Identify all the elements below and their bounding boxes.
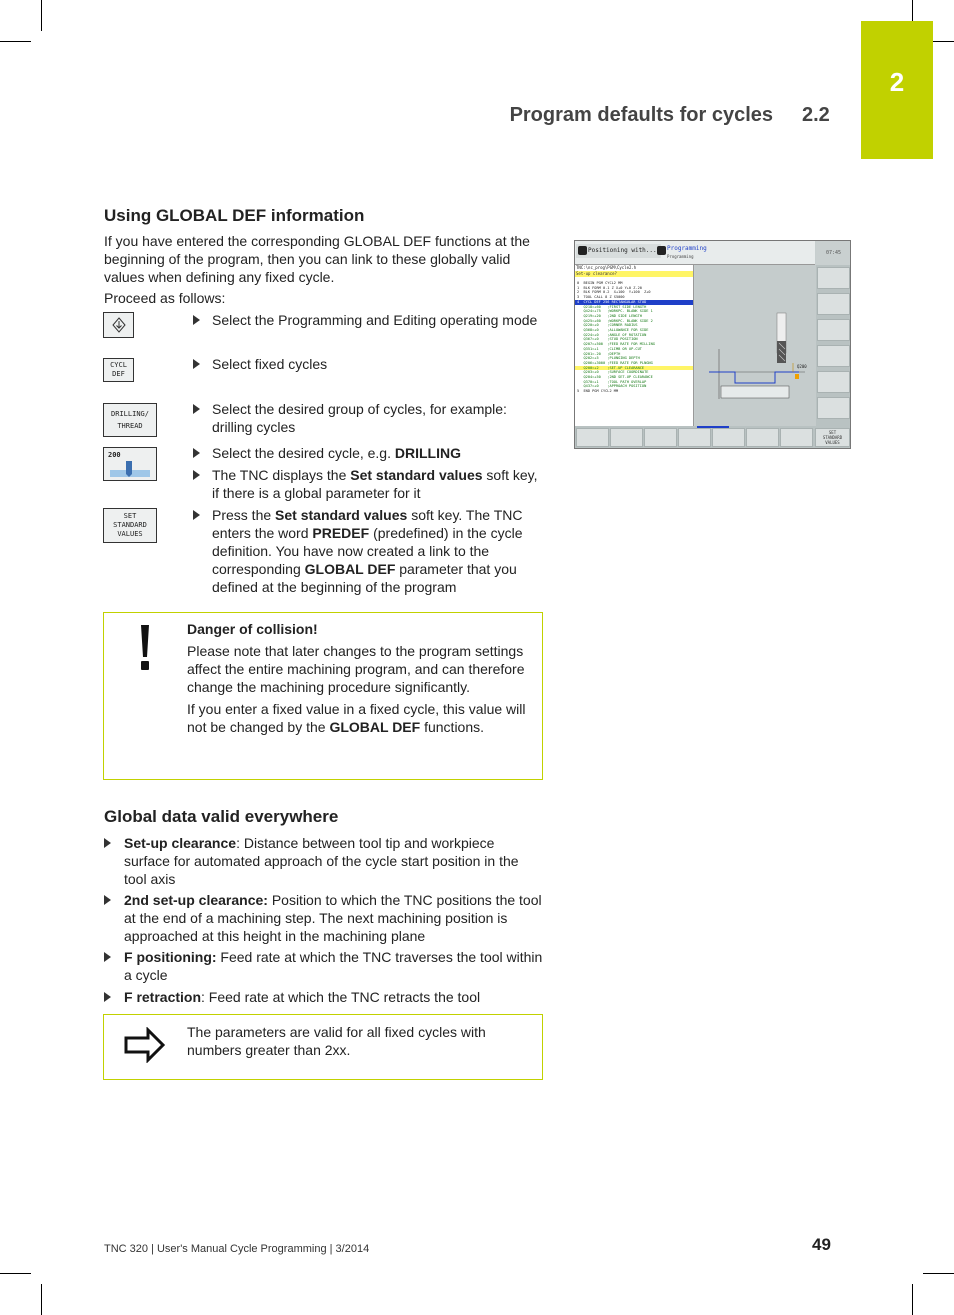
vertical-softkey <box>817 345 850 367</box>
program-line: Q219=+20 ;2ND SIDE LENGTH <box>577 313 642 318</box>
mode-programming: Programming Programming <box>655 244 707 258</box>
warning-title: Danger of collision! <box>187 621 318 637</box>
running-header-title: Program defaults for cycles <box>509 104 773 126</box>
program-line-selected: 4 CYCL DEF 256 RECTANGULAR STUD <box>575 300 693 305</box>
cycle-help-illustration <box>695 265 816 426</box>
horizontal-softkey-bar <box>575 426 851 449</box>
bullet-2nd-setup-clearance: 2nd set-up clearance: Position to which the TNC positions the tool at the end of a machining step. The next machining position is approached at this height in the machining plane <box>104 891 544 945</box>
step-press-set-standard-values: Press the Set standard values soft key. The TNC enters the word PREDEF (predefined) in the cycle definition. You have now created a link to the corresponding GLOBAL DEF parameter that you defined at the beginning of the program <box>193 506 538 596</box>
softkey <box>712 428 745 447</box>
bullet-arrow-icon <box>104 952 111 962</box>
vertical-softkey <box>817 293 850 315</box>
mode-bar <box>575 241 815 265</box>
program-lines <box>575 277 693 394</box>
step-tnc-displays-softkey: The TNC displays the Set standard values soft key, if there is a global parameter for it <box>193 466 538 502</box>
program-path: TNC:\nc_prog\PGM\Cycle2.h <box>576 265 637 270</box>
dialog-prompt: Set-up clearance? <box>575 271 693 277</box>
step-arrow-icon <box>193 510 200 520</box>
arrow-right-icon <box>104 1027 186 1063</box>
crop-mark <box>923 1273 954 1274</box>
vertical-softkey <box>817 267 850 289</box>
bullet-arrow-icon <box>104 838 111 848</box>
softkey <box>610 428 643 447</box>
set-standard-values-softkey: SET STANDARD VALUES <box>103 508 157 543</box>
step-select-programming-mode: Select the Programming and Editing operating mode <box>193 311 538 329</box>
softkey <box>746 428 779 447</box>
mode-positioning: Positioning with... <box>576 244 661 258</box>
tnc-screenshot <box>574 240 851 449</box>
cycl-def-key: CYCL DEF <box>103 358 134 382</box>
program-line: 0 BEGIN PGM CYCL2 MM <box>577 281 623 285</box>
crop-mark <box>0 41 31 42</box>
chapter-number: 2 <box>889 67 905 97</box>
crop-mark <box>41 1284 42 1315</box>
crop-mark <box>41 0 42 31</box>
program-line: Q202=+5 ;PLUNGING DEPTH <box>577 356 640 361</box>
step-arrow-icon <box>193 448 200 458</box>
vertical-softkey <box>817 397 850 419</box>
crop-mark <box>912 0 913 21</box>
crop-mark <box>0 1273 31 1274</box>
clock: 07:45 <box>816 241 851 265</box>
bullet-f-positioning: F positioning: Feed rate at which the TNC traverses the tool within a cycle <box>104 948 544 984</box>
program-line: Q203=+0 ;SURFACE COORDINATE <box>577 370 649 375</box>
drilling-thread-softkey: DRILLING/ THREAD <box>103 403 157 437</box>
mode-icon <box>578 246 587 255</box>
bullet-f-retraction: F retraction: Feed rate at which the TNC retracts the tool <box>104 988 544 1006</box>
set-standard-values-softkey-screen: SET STANDARD VALUES <box>815 428 850 447</box>
step-select-fixed-cycles: Select fixed cycles <box>193 355 538 373</box>
vertical-softkey <box>817 319 850 341</box>
note-box <box>103 1014 543 1080</box>
note-text: The parameters are valid for all fixed cycles with numbers greater than 2xx. <box>187 1024 486 1058</box>
program-line: Q220=+0 ;CORNER RADIUS <box>577 323 638 328</box>
graphic-q200-label: Q200 <box>797 364 807 369</box>
program-line: Q206=+3000 ;FEED RATE FOR PLNGNG <box>577 360 653 365</box>
program-listing <box>575 265 694 426</box>
program-line: Q207=+500 ;FEED RATE FOR MILLING <box>577 342 655 347</box>
step-arrow-icon <box>193 359 200 369</box>
warning-paragraph: Please note that later changes to the program settings affect the entire machining program, and can therefore change the machining procedure significantly. <box>187 643 525 695</box>
exclamation-icon <box>104 625 186 671</box>
programming-mode-key <box>103 312 134 338</box>
step-select-cycle: Select the desired cycle, e.g. DRILLING <box>193 444 538 462</box>
warning-box <box>103 612 543 780</box>
softkey <box>644 428 677 447</box>
proceed-text: Proceed as follows: <box>104 290 226 306</box>
softkey <box>678 428 711 447</box>
bullet-setup-clearance: Set-up clearance: Distance between tool tip and workpiece surface for automated approach of the cycle start position in the tool axis <box>104 834 544 888</box>
bullet-arrow-icon <box>104 895 111 905</box>
vertical-softkey <box>817 371 850 393</box>
vertical-softkey-bar <box>816 265 851 426</box>
step-arrow-icon <box>193 470 200 480</box>
program-line: Q224=+0 ;ANGLE OF ROTATION <box>577 332 647 337</box>
edit-mode-icon <box>111 317 127 333</box>
mode-icon <box>657 246 666 255</box>
chapter-tab <box>861 21 933 159</box>
program-line: Q368=+0 ;ALLOWANCE FOR SIDE <box>577 328 649 333</box>
help-graphic <box>695 265 816 426</box>
program-line: Q367=+0 ;STUD POSITION <box>577 337 638 342</box>
program-line: Q351=+1 ;CLIMB OR UP-CUT <box>577 346 642 351</box>
warning-paragraph: If you enter a fixed value in a fixed cycle, this value will not be changed by the GLOBAL DEF functions. <box>187 701 526 735</box>
step-select-cycle-group: Select the desired group of cycles, for example: drilling cycles <box>193 400 538 436</box>
softkey-scroll-indicator <box>697 426 729 428</box>
program-line: Q437=+0 ;APPROACH POSITION <box>577 384 647 389</box>
softkey <box>780 428 813 447</box>
program-line: Q201=-20 ;DEPTH <box>577 351 621 356</box>
drilling-cycle-icon <box>108 460 152 478</box>
step-arrow-icon <box>193 404 200 414</box>
program-line: 2 BLK FORM 0.2 X+100 Y+100 Z+0 <box>577 290 651 295</box>
cycle-200-softkey: 200 <box>103 447 157 481</box>
program-line: Q370=+1 ;TOOL PATH OVERLAP <box>577 379 647 384</box>
program-line: Q425=+60 ;WORKPC. BLANK SIDE 2 <box>577 318 653 323</box>
program-line-active: Q200=+2 ;SET-UP CLEARANCE <box>575 366 693 371</box>
section-heading: Global data valid everywhere <box>104 807 339 826</box>
program-line: Q204=+50 ;2ND SET-UP CLEARANCE <box>577 375 653 380</box>
section-heading: Using GLOBAL DEF information <box>104 206 365 225</box>
program-line: Q424=+75 ;WORKPC. BLANK SIDE 1 <box>577 309 653 314</box>
running-header-section: 2.2 <box>802 104 830 126</box>
step-arrow-icon <box>193 315 200 325</box>
bullet-arrow-icon <box>104 992 111 1002</box>
program-line: 3 TOOL CALL 8 Z S5000 <box>577 295 625 300</box>
program-line: 1 BLK FORM 0.1 Z X+0 Y+0 Z-20 <box>577 285 642 290</box>
program-line: 5 END PGM CYCL2 MM <box>577 389 619 394</box>
crop-mark <box>912 1284 913 1315</box>
intro-paragraph: If you have entered the corresponding GLOBAL DEF functions at the beginning of the program, then you can link to these globally valid values when defining any fixed cycle. <box>104 233 530 285</box>
softkey <box>576 428 609 447</box>
page-number: 49 <box>812 1235 831 1254</box>
footer-text: TNC 320 | User's Manual Cycle Programming | 3/2014 <box>104 1243 370 1255</box>
program-line: Q218=+60 ;FIRST SIDE LENGTH <box>577 304 647 309</box>
